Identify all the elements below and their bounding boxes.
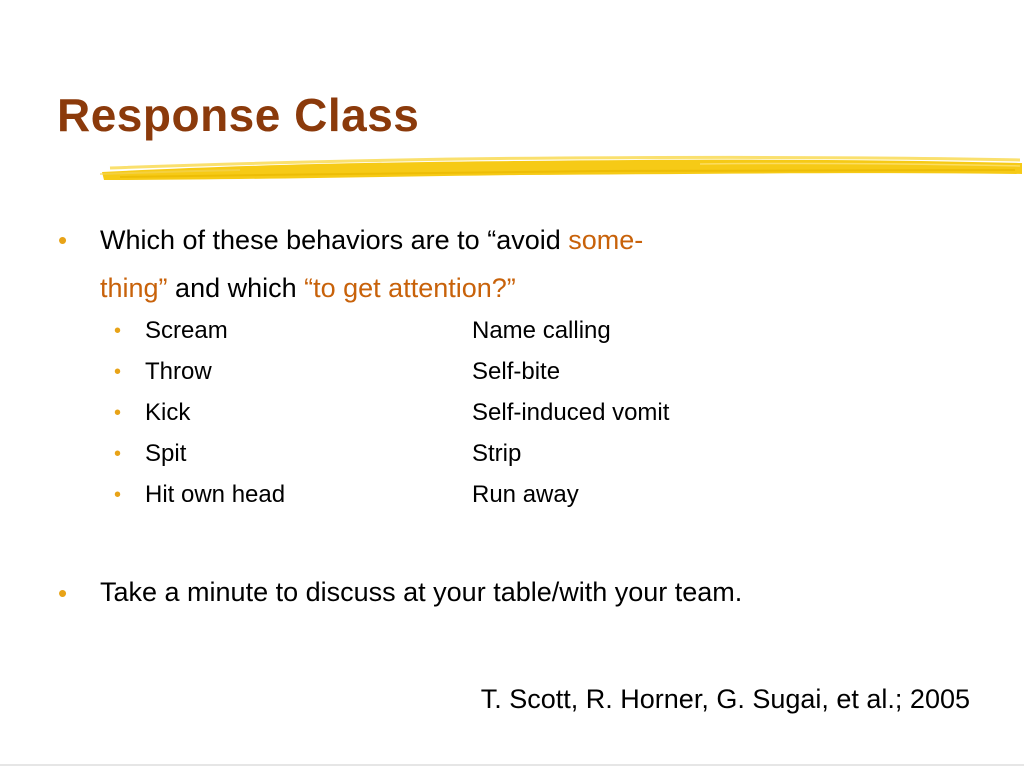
behavior-left: Hit own head [145,481,286,508]
bullet-dot: • [58,225,68,255]
sub-bullet-dot: • [114,361,122,383]
behavior-right: Strip [472,440,522,467]
question-part: Which of these behaviors are to “avoid [100,225,569,255]
bullet-text-discuss: Take a minute to discuss at your table/with your team. [100,577,743,607]
behavior-left: Scream [145,317,228,344]
sub-bullet-dot: • [114,443,122,465]
sub-bullet-dot: • [114,484,122,506]
question-part: and which [167,273,305,303]
question-accent: some- [568,225,644,255]
question-accent: “to get attention?” [304,273,516,303]
behavior-left: Throw [145,358,212,385]
bullet-dot: • [58,578,68,608]
behavior-right: Run away [472,481,579,508]
behavior-left: Spit [145,440,187,467]
behavior-right: Name calling [472,317,611,344]
sub-bullet-dot: • [114,320,122,342]
question-accent: thing” [100,273,168,303]
sub-bullet-dot: • [114,402,122,424]
behavior-right: Self-induced vomit [472,399,670,426]
behavior-right: Self-bite [472,358,561,385]
behavior-left: Kick [145,399,191,426]
citation: T. Scott, R. Horner, G. Sugai, et al.; 2005 [480,684,970,714]
bullet-text-question-line2 [100,264,516,312]
highlighter-underline [100,150,1024,190]
bottom-divider [0,764,1024,766]
slide-title: Response Class [57,89,420,141]
bullet-text-question [100,216,643,264]
